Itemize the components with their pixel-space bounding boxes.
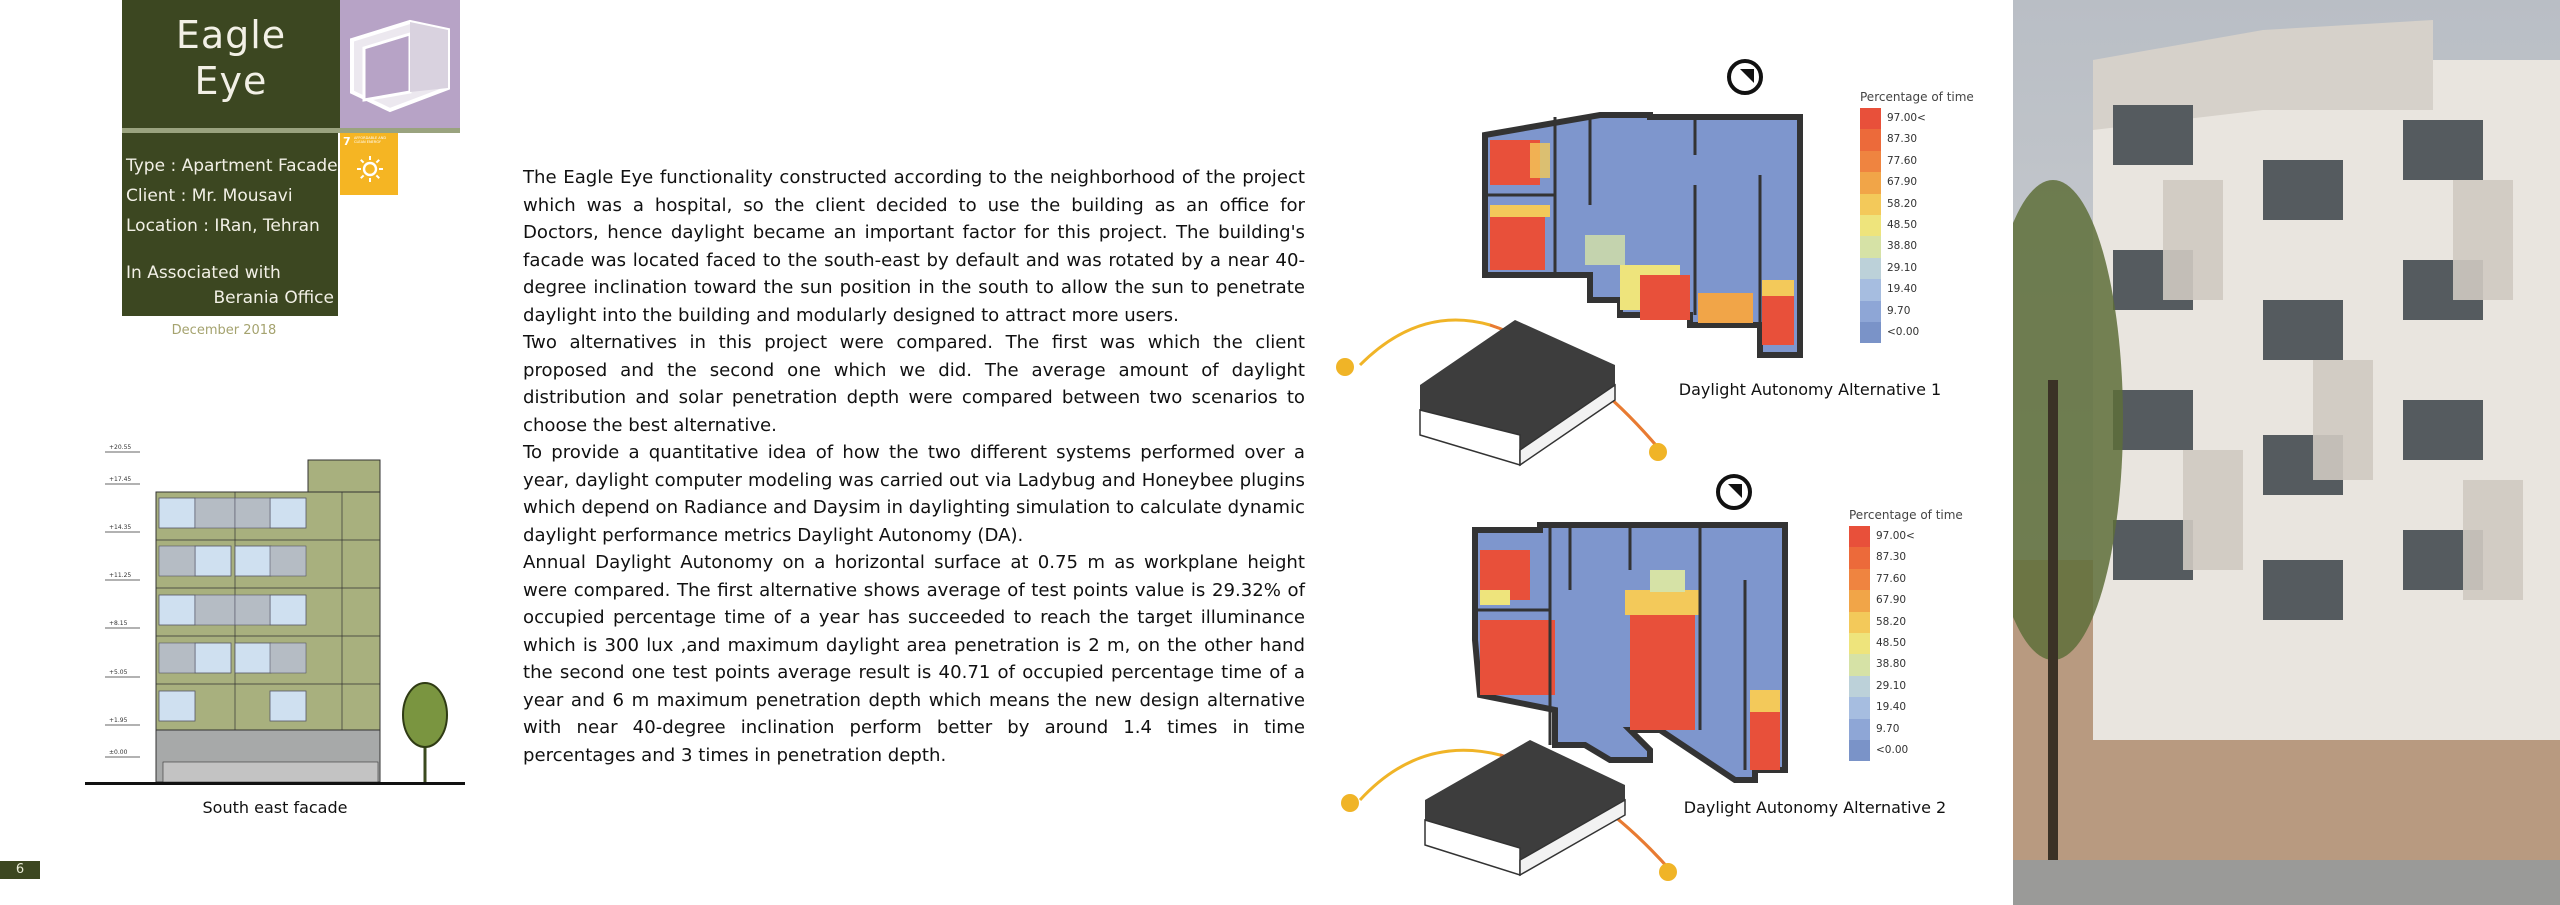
legend-label: 38.80: [1876, 658, 1907, 671]
info-block: [122, 133, 338, 316]
associated-label: In Associated with: [126, 263, 281, 283]
legend-label: 97.00<: [1876, 530, 1915, 542]
legend-label: 48.50: [1876, 636, 1907, 649]
associated-office: Berania Office: [213, 288, 334, 308]
legend-swatch: [1860, 172, 1881, 193]
legend-label: 9.70: [1887, 304, 1911, 317]
project-title: [122, 12, 340, 104]
legend-label: 87.30: [1876, 551, 1907, 564]
legend-label: 77.60: [1876, 572, 1907, 585]
project-client: Client : Mr. Mousavi: [126, 186, 293, 206]
level-label: +8.15: [109, 620, 128, 627]
legend-swatch: [1849, 612, 1870, 633]
legend-item: [1860, 322, 1980, 343]
facade-elevation: [85, 440, 465, 785]
legend-item: [1849, 547, 1969, 568]
legend-title: Percentage of time: [1849, 508, 1963, 522]
legend-item: [1849, 526, 1969, 547]
title-line-2: Eye: [194, 59, 268, 103]
daylight-map-2: [1330, 470, 1810, 890]
legend-swatch: [1860, 236, 1881, 257]
legend-item: [1860, 172, 1980, 193]
legend-title: Percentage of time: [1860, 90, 1974, 104]
legend-swatch: [1860, 258, 1881, 279]
building-render-photo: [2013, 0, 2560, 905]
legend-item: [1849, 719, 1969, 740]
legend-item: [1860, 194, 1980, 215]
legend-swatch: [1849, 654, 1870, 675]
legend-label: 48.50: [1887, 218, 1918, 231]
daylight-map-1: [1330, 55, 1810, 475]
daylight-alternative-2: [1330, 470, 1810, 890]
legend-swatch: [1849, 697, 1870, 718]
project-date: December 2018: [171, 323, 277, 338]
building-render-image: [2013, 0, 2560, 905]
legend-item: [1849, 654, 1969, 675]
level-label: ±0.00: [109, 749, 128, 756]
legend-item: [1849, 697, 1969, 718]
legend-item: [1849, 590, 1969, 611]
legend-label: <0.00: [1887, 325, 1920, 338]
paragraph-2: Two alternatives in this project were compared. The first was which the client proposed and the second one which we did. The average amount of daylight distribution and solar penetration depth were compared between two scenarios to choose the best alternative.: [523, 332, 1305, 436]
legend-2: [1849, 508, 1969, 761]
legend-item: [1860, 258, 1980, 279]
alternative-2-caption: Daylight Autonomy Alternative 2: [1683, 798, 1947, 817]
legend-item: [1860, 151, 1980, 172]
legend-label: 67.90: [1876, 594, 1907, 607]
legend-swatch: [1860, 129, 1881, 150]
facade-drawing: [85, 440, 465, 785]
level-label: +5.05: [109, 669, 128, 676]
alternative-1-caption: Daylight Autonomy Alternative 1: [1678, 380, 1942, 399]
project-location: Location : IRan, Tehran: [126, 216, 320, 236]
legend-label: 67.90: [1887, 176, 1918, 189]
ground-line: [85, 782, 465, 785]
sdg-number: 7: [343, 135, 351, 148]
legend-item: [1860, 236, 1980, 257]
legend-swatch: [1860, 151, 1881, 172]
facade-caption: South east facade: [202, 798, 348, 817]
legend-item: [1849, 612, 1969, 633]
daylight-alternative-1: [1330, 55, 1810, 475]
legend-item: [1860, 279, 1980, 300]
page-number: 6: [0, 861, 40, 879]
legend-item: [1860, 108, 1980, 129]
paragraph-3: To provide a quantitative idea of how the two different systems performed over a year, daylight computer modeling was carried out via Ladybug and Honeybee plugins which depend on Radiance and Daysim in daylighting simulation to calculate dynamic daylight performance metrics Daylight Autonomy (DA).: [523, 442, 1305, 546]
legend-swatch: [1849, 590, 1870, 611]
legend-item: [1849, 633, 1969, 654]
legend-swatch: [1849, 719, 1870, 740]
level-label: +1.95: [109, 717, 128, 724]
legend-1: [1860, 90, 1980, 343]
title-line-1: Eagle: [175, 13, 287, 57]
legend-swatch: [1849, 633, 1870, 654]
level-label: +11.25: [109, 572, 132, 579]
legend-label: 58.20: [1887, 197, 1918, 210]
legend-item: [1849, 676, 1969, 697]
legend-label: 19.40: [1876, 701, 1907, 714]
legend-swatch: [1849, 569, 1870, 590]
paragraph-1: The Eagle Eye functionality constructed according to the neighborhood of the project which was a hospital, so the client decided to use the building as an office for Doctors, hence daylight became an important factor for this project. The building's facade was located faced to the south-east by default and was rotated by a near 40-degree inclination toward the sun position in the south to allow the sun to penetrate daylight into the building and modularly designed to attract more users.: [523, 167, 1305, 326]
level-label: +17.45: [109, 476, 132, 483]
paragraph-4: Annual Daylight Autonomy on a horizontal surface at 0.75 m as workplane height were compared. The first alternative shows average of test points value is 29.32% of occupied percentage time of a year has succeeded to reach the target illuminance which is 300 lux ,and maximum daylight area penetration is 2 m, on the other hand the second one test points average result is 40.71 of occupied percentage time of a year and 6 m maximum penetration depth which means the new design alternative with near 40-degree inclination perform better by around 1.4 times in time percentages and 3 times in penetration depth.: [523, 552, 1305, 766]
legend-label: <0.00: [1876, 743, 1909, 756]
legend-label: 97.00<: [1887, 112, 1926, 124]
legend-label: 29.10: [1876, 679, 1907, 692]
level-label: +14.35: [109, 524, 132, 531]
legend-items: [1860, 108, 1980, 343]
legend-items: [1849, 526, 1969, 761]
legend-label: 19.40: [1887, 283, 1918, 296]
legend-swatch: [1860, 194, 1881, 215]
legend-swatch: [1860, 108, 1881, 129]
legend-label: 38.80: [1887, 240, 1918, 253]
legend-swatch: [1860, 322, 1881, 343]
project-type: Type : Apartment Facade: [126, 156, 338, 176]
legend-label: 9.70: [1876, 722, 1900, 735]
legend-swatch: [1849, 676, 1870, 697]
sun-icon: [356, 155, 384, 183]
description-text: [523, 164, 1305, 769]
legend-item: [1860, 215, 1980, 236]
legend-item: [1849, 569, 1969, 590]
legend-swatch: [1860, 279, 1881, 300]
level-label: +20.55: [109, 444, 132, 451]
legend-swatch: [1860, 215, 1881, 236]
sdg-label: AFFORDABLE AND CLEAN ENERGY: [354, 136, 387, 144]
sdg-badge: [340, 133, 398, 195]
legend-swatch: [1849, 740, 1870, 761]
legend-label: 77.60: [1887, 154, 1918, 167]
legend-item: [1849, 740, 1969, 761]
legend-label: 58.20: [1876, 615, 1907, 628]
legend-label: 29.10: [1887, 261, 1918, 274]
legend-swatch: [1849, 547, 1870, 568]
legend-swatch: [1849, 526, 1870, 547]
legend-item: [1860, 129, 1980, 150]
legend-item: [1860, 301, 1980, 322]
building-thumbnail: [340, 0, 460, 128]
legend-label: 87.30: [1887, 133, 1918, 146]
building-thumbnail-icon: [340, 0, 460, 128]
legend-swatch: [1860, 301, 1881, 322]
